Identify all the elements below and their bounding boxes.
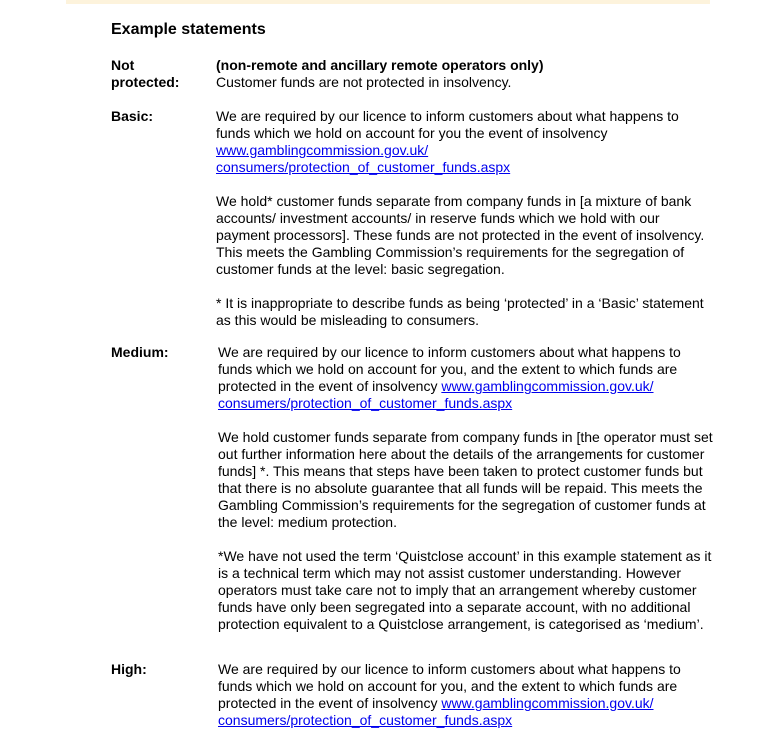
gambling-commission-link[interactable]: www.gamblingcommission.gov.uk/ consumers/protection_of_customer_funds.aspx — [218, 378, 654, 411]
paragraph-text: We are required by our licence to inform customers about what happens to funds which we hold on account for you, and the extent to which funds are protected in the event of insolvency — [218, 344, 681, 394]
paragraph: We hold* customer funds separate from company funds in [a mixture of bank accounts/ investment accounts/ in reserve funds which we hold with our payment processors]. These funds are not protected in the event of insolvency. This meets the Gambling Commission’s requirements for the segregation of customer funds at the level: basic segregation. — [216, 193, 705, 277]
statement-text: Customer funds are not protected in insolvency. — [216, 74, 512, 90]
section-body — [218, 344, 718, 633]
section-body — [216, 57, 716, 91]
paragraph-text: We are required by our licence to inform customers about what happens to funds which we hold on account for you the event of insolvency — [216, 108, 679, 141]
section-body — [216, 108, 716, 329]
label-line-1: Not — [111, 57, 135, 73]
section-label: Medium: — [111, 344, 169, 360]
section-body — [218, 661, 718, 729]
paragraph-text: We are required by our licence to inform customers about what happens to funds which we hold on account for you, and the extent to which funds are protected in the event of insolvency — [218, 661, 681, 711]
paragraph — [218, 344, 718, 412]
page-heading: Example statements — [111, 21, 266, 38]
qualifier-text: (non-remote and ancillary remote operators only) — [216, 57, 544, 73]
paragraph — [216, 108, 716, 176]
footnote: * It is inappropriate to describe funds as being ‘protected’ in a ‘Basic’ statement as this would be misleading to consumers. — [216, 295, 704, 328]
section-label: High: — [111, 661, 147, 677]
paragraph: We hold customer funds separate from company funds in [the operator must set out further information here about the details of the arrangements for customer funds] *. This means that steps have been taken to protect customer funds but that there is no absolute guarantee that all funds will be repaid. This meets the Gambling Commission’s requirements for the segregation of customer funds at the level: medium protection. — [218, 429, 713, 530]
label-line-2: protected: — [111, 74, 180, 90]
top-highlight-bar — [66, 0, 710, 4]
footnote: *We have not used the term ‘Quistclose account’ in this example statement as it is a technical term which may not assist customer understanding. However operators must take care not to imply that an arrangement whereby customer funds have only been segregated into a separate account, with no additional protection equivalent to a Quistclose arrangement, is categorised as ‘medium’. — [218, 548, 712, 632]
gambling-commission-link[interactable]: www.gamblingcommission.gov.uk/ consumers/protection_of_customer_funds.aspx — [216, 142, 511, 175]
gambling-commission-link[interactable]: www.gamblingcommission.gov.uk/ consumers/protection_of_customer_funds.aspx — [218, 695, 654, 728]
section-label — [111, 57, 211, 91]
section-label: Basic: — [111, 108, 154, 124]
paragraph — [218, 661, 718, 729]
